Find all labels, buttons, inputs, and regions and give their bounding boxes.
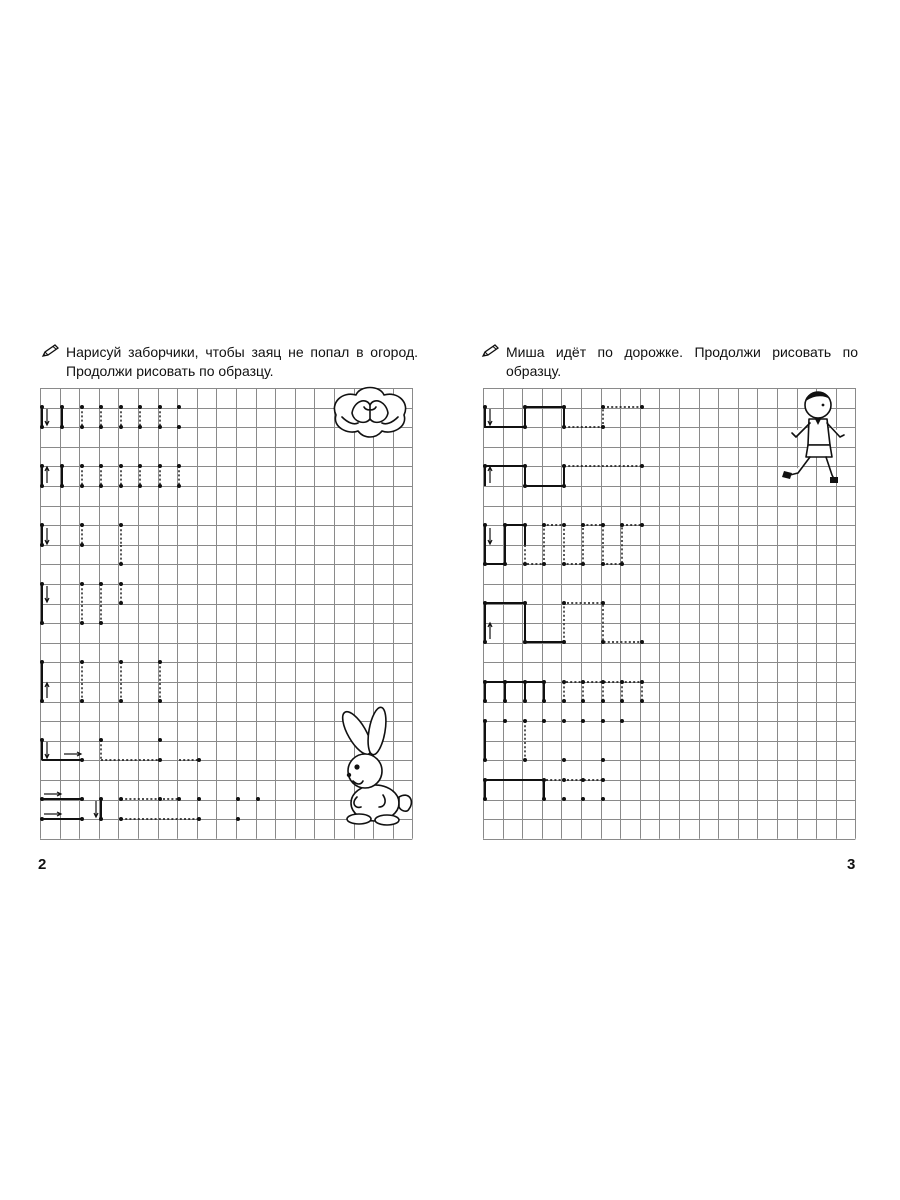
task-instruction: Миша идёт по дорожке. Продолжи рисовать по образцу. xyxy=(506,344,858,379)
page-number: 3 xyxy=(847,856,856,873)
pencil-icon xyxy=(41,344,61,358)
grid-lines xyxy=(483,388,856,840)
right-exercise-grid xyxy=(483,388,857,839)
rabbit-picture xyxy=(337,706,411,825)
pattern-dots xyxy=(40,405,260,821)
fence-patterns xyxy=(42,407,199,819)
boy-walking-picture xyxy=(782,392,844,483)
pencil-icon xyxy=(481,344,501,358)
task-instruction: Нарисуй заборчики, чтобы заяц не попал в огород. Продолжи рисовать по образцу. xyxy=(66,344,418,379)
cabbage-picture xyxy=(334,388,405,438)
right-page xyxy=(450,0,900,1200)
page-number: 2 xyxy=(38,856,47,873)
left-exercise-grid xyxy=(40,388,414,839)
